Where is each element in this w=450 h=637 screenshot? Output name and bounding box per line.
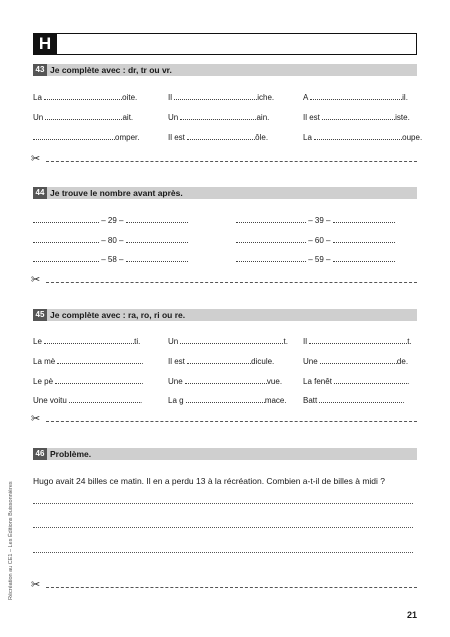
answer-line [33, 527, 413, 528]
cut-line [33, 581, 417, 593]
answer-line [33, 552, 413, 553]
ex43-item: Un ait. [33, 113, 134, 122]
ex45-item: Une de. [303, 357, 409, 366]
ex44-item: – 80 – [33, 235, 188, 246]
answer-line [33, 503, 413, 504]
cut-line [33, 276, 417, 288]
ex45-item: Le ti. [33, 337, 141, 346]
page-number: 21 [406, 610, 417, 620]
ex45-item: La mè . [33, 357, 144, 366]
scissors-icon: ✂ [31, 274, 41, 286]
problem-question: Hugo avait 24 billes ce matin. Il en a perdu 13 à la récréation. Combien a-t-il de billes à midi ? [33, 476, 385, 486]
ex43-item: A il. [303, 93, 408, 102]
exercise-title: Je trouve le nombre avant après. [50, 188, 183, 198]
ex44-item: – 60 – [236, 235, 395, 246]
exercise-46-header [33, 448, 417, 460]
ex43-item: Un ain. [168, 113, 270, 122]
ex45-item: Batt . [303, 396, 405, 405]
ex44-item: – 58 – [33, 254, 188, 265]
ex43-item: La oite. [33, 93, 138, 102]
ex45-item: Le pè . [33, 377, 144, 386]
exercise-number: 46 [33, 448, 47, 460]
exercise-title: Je complète avec : ra, ro, ri ou re. [50, 310, 186, 320]
ex43-item: Il iche. [168, 93, 275, 102]
exercise-title: Problème. [50, 449, 92, 459]
ex45-item: La fenêt . [303, 377, 410, 386]
exercise-43-header [33, 64, 417, 76]
ex45-item: Une vue. [168, 377, 283, 386]
ex43-item: Il est iste. [303, 113, 410, 122]
cut-line [33, 415, 417, 427]
ex45-item: La g mace. [168, 396, 287, 405]
scissors-icon: ✂ [31, 579, 41, 591]
side-credit: Récréation au CE1 – Les Éditions Buissonnières [8, 481, 14, 600]
exercise-number: 43 [33, 64, 47, 76]
cut-line [33, 155, 417, 167]
exercise-title: Je complète avec : dr, tr ou vr. [50, 65, 172, 75]
exercise-45-header [33, 309, 417, 321]
ex44-item: – 39 – [236, 215, 395, 226]
scissors-icon: ✂ [31, 153, 41, 165]
chapter-letter: H [33, 33, 57, 55]
exercise-number: 44 [33, 187, 47, 199]
chapter-header-box [33, 33, 417, 55]
scissors-icon: ✂ [31, 413, 41, 425]
exercise-number: 45 [33, 309, 47, 321]
ex45-item: Un t. [168, 337, 288, 346]
ex44-item: – 29 – [33, 215, 188, 226]
exercise-44-header [33, 187, 417, 199]
ex44-item: – 59 – [236, 254, 395, 265]
ex45-item: Il t. [303, 337, 412, 346]
ex43-item: La oupe. [303, 133, 423, 142]
ex45-item: Une voitu . [33, 396, 143, 405]
ex45-item: Il est dicule. [168, 357, 275, 366]
ex43-item: Il est ôle. [168, 133, 269, 142]
ex43-item: omper. [33, 132, 139, 143]
